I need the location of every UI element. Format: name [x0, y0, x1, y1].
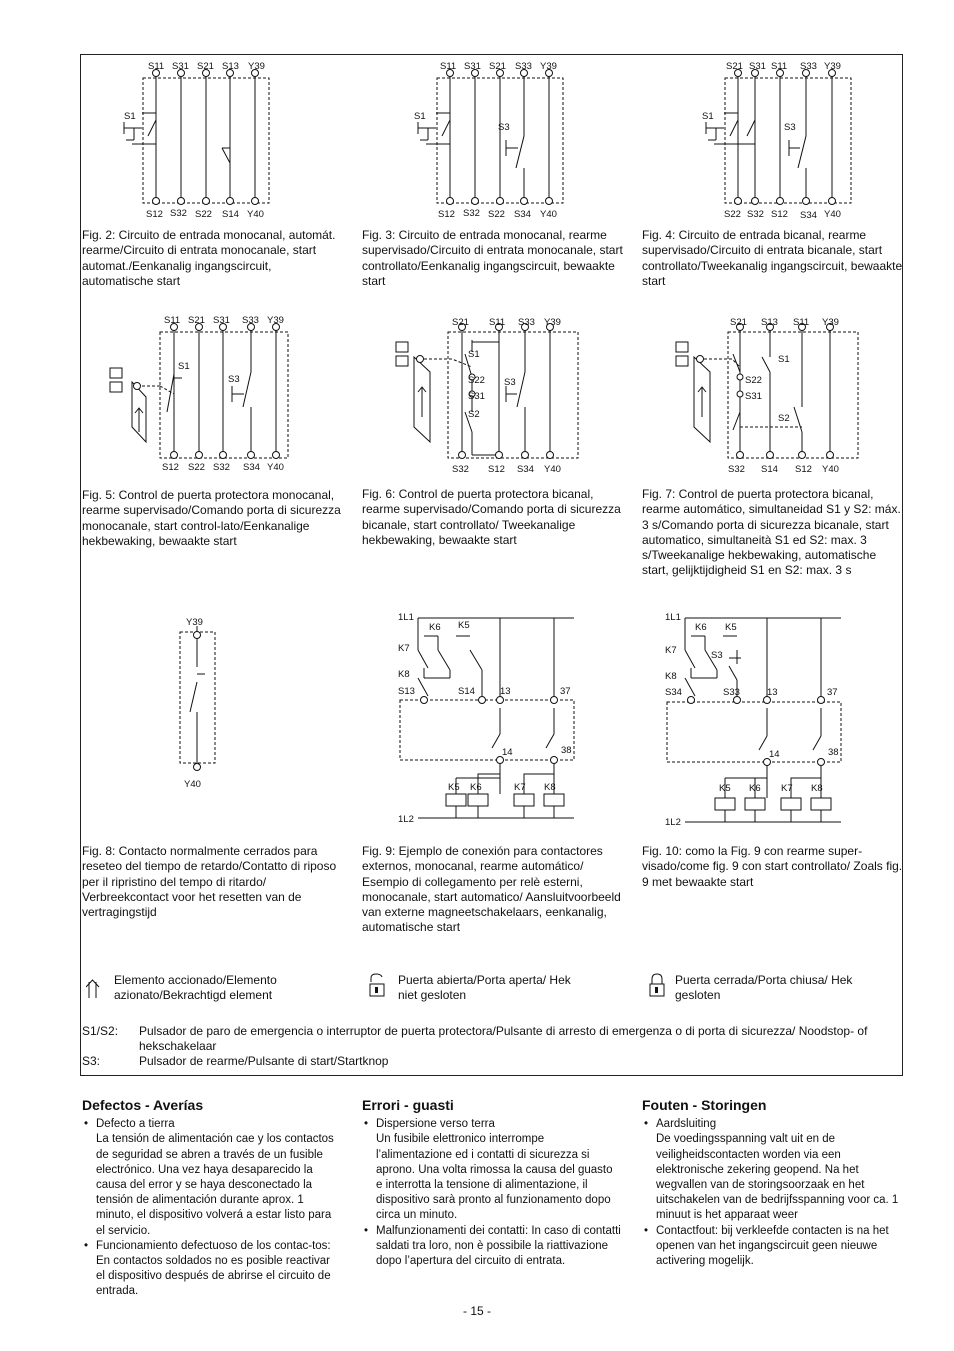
fig6-bottom-2: S34 [517, 464, 534, 475]
note-s1s2-text: Pulsador de paro de emergencia o interruptor de puerta protectora/Pulsante di arresto di emergenza o di porta di sicurezza/ Noodstop- of hekschakelaar [139, 1024, 868, 1054]
fig4-top-3: S33 [800, 61, 817, 72]
fig7-top-3: Y39 [822, 317, 839, 328]
fig4-s3: S3 [784, 122, 796, 133]
section-nl-title: Fouten - Storingen [642, 1097, 767, 1113]
fig2-top-0: S11 [148, 61, 165, 72]
fig4-bottom-2: S12 [771, 209, 788, 220]
fig10-t5: 14 [769, 749, 780, 760]
fig10-caption: Fig. 10: como la Fig. 9 con rearme super-visado/come fig. 9 con start controllato/ Zoals fig. 9 met bewaakte start [642, 844, 903, 889]
fig7-top-1: S13 [761, 317, 778, 328]
fig7-bottom-1: S14 [761, 464, 778, 475]
fig3-top-4: Y39 [540, 61, 557, 72]
fig6-caption: Fig. 6: Control de puerta protectora bicanal, rearme supervisado/Comando porta di sicurezza bicanale, start controllato/ Tweekanalige hekbewaking, bewaakte start [362, 487, 621, 547]
fig9-coil-1: K6 [470, 782, 482, 793]
fig6-s2: S2 [468, 409, 480, 420]
fig9-coil-0: K5 [448, 782, 460, 793]
fig5-diagram [102, 312, 298, 477]
list-item: • Dispersione verso terra Un fusibile elettronico interrompe l’alimentazione ed i contatti di sicurezza si aprono. Una volta rimossa la causa del guasto e interrotta la tensione di alimentazione, il dispositivo sarà pronto al funzionamento dopo circa un minuto. [362, 1117, 622, 1223]
fig3-bottom-1: S32 [463, 208, 480, 219]
fig10-t1: S34 [665, 687, 682, 698]
section-nl [642, 1098, 902, 1269]
fig9-k5: K5 [458, 620, 470, 631]
fig4-diagram [694, 58, 864, 223]
fig5-top-1: S21 [188, 315, 205, 326]
fig3-bottom-2: S22 [488, 209, 505, 220]
list-item: • Contactfout: bij verkleefde contacten is na het openen van het ingangscircuit geen nieuwe activering mogelijk. [642, 1224, 902, 1270]
fig2-bottom-3: S14 [222, 209, 239, 220]
fig3-top-2: S21 [489, 61, 506, 72]
fig10-t6: 38 [828, 747, 839, 758]
list-item: • Funcionamiento defectuoso de los contac-tos: En contactos soldados no es posible reactivar el dispositivo después de abrirse el circuito de entrada. [82, 1239, 342, 1300]
fig7-s22: S22 [745, 375, 762, 386]
fig5-caption: Fig. 5: Control de puerta protectora monocanal, rearme supervisado/Comando porta di sicurezza monocanale, start control-lato/Eenkanalige hekbewaking, bewaakte start [82, 488, 341, 548]
fig4-top-0: S21 [726, 61, 743, 72]
list-item: • Aardsluiting De voedingsspanning valt uit en de veiligheidscontacten worden via een elektronische zekering geopend. Na het wegvallen van de storingsoorzaak en het uitschakelen van de bedrijfsspanning voor ca. 1 minuut is het apparaat weer [642, 1117, 902, 1223]
fig10-diagram [663, 608, 853, 830]
fig9-k7: K7 [398, 643, 410, 654]
fig9-l2: 1L2 [398, 814, 414, 825]
fig10-coil-3: K8 [811, 783, 823, 794]
fig6-top-2: S33 [518, 317, 535, 328]
fig5-bottom-0: S12 [162, 462, 179, 473]
fig3-caption: Fig. 3: Circuito de entrada monocanal, rearme supervisado/Circuito di entrata monocanale, start controllato/Eenkanalig ingangscircuit, bewaakte start [362, 228, 623, 288]
fig6-s3: S3 [504, 377, 516, 388]
fig5-s1: S1 [178, 361, 190, 372]
fig5-top-3: S33 [242, 315, 259, 326]
fig7-top-2: S11 [793, 317, 810, 328]
fig10-l2: 1L2 [665, 817, 681, 828]
fig3-diagram [406, 58, 576, 223]
fig9-t5: 14 [502, 747, 513, 758]
section-es-title: Defectos - Averías [82, 1097, 204, 1113]
fig7-s1: S1 [778, 354, 790, 365]
fig3-top-3: S33 [515, 61, 532, 72]
fig6-top-0: S21 [452, 317, 469, 328]
fig4-bottom-4: Y40 [824, 209, 841, 220]
fig10-k7: K7 [665, 645, 677, 656]
fig2-bottom-0: S12 [146, 209, 163, 220]
fig6-diagram [392, 312, 588, 477]
actuated-element-icon [86, 978, 106, 1000]
fig6-bottom-1: S12 [488, 464, 505, 475]
fig10-t4: 37 [827, 687, 838, 698]
fig7-bottom-0: S32 [728, 464, 745, 475]
fig5-bottom-1: S22 [188, 462, 205, 473]
fig3-bottom-0: S12 [438, 209, 455, 220]
fig6-s31: S31 [468, 391, 485, 402]
fig5-bottom-2: S32 [213, 462, 230, 473]
door-open-icon [368, 972, 388, 1000]
fig9-coil-2: K7 [514, 782, 526, 793]
legend-door-closed: Puerta cerrada/Porta chiusa/ Hek gesloten [675, 973, 853, 1003]
fig7-diagram [672, 312, 868, 477]
fig10-k5: K5 [725, 622, 737, 633]
fig9-coil-3: K8 [544, 782, 556, 793]
page-number: - 15 - [462, 1304, 491, 1318]
note-s3-key: S3: [82, 1054, 101, 1068]
fig7-s31: S31 [745, 391, 762, 402]
note-s3-text: Pulsador de rearme/Pulsante di start/Startknop [139, 1054, 389, 1068]
fig9-t1: S13 [398, 686, 415, 697]
fig10-k6: K6 [695, 622, 707, 633]
fig6-s1: S1 [468, 349, 480, 360]
fig8-bottom: Y40 [184, 779, 201, 790]
fig4-caption: Fig. 4: Circuito de entrada bicanal, rearme supervisado/Circuito di entrata bicanale, start controllato/Tweekanalig ingangscircuit, bewaakte start [642, 228, 903, 288]
fig3-s1: S1 [414, 111, 426, 122]
fig6-bottom-3: Y40 [544, 464, 561, 475]
fig2-caption: Fig. 2: Circuito de entrada monocanal, automát. rearme/Circuito di entrata monocanale, start automat./Eenkanalig ingangscircuit, automatische start [82, 228, 336, 288]
fig2-top-3: S13 [222, 61, 239, 72]
section-es [82, 1098, 342, 1300]
fig4-top-2: S11 [771, 61, 788, 72]
fig2-top-1: S31 [172, 61, 189, 72]
fig5-top-2: S31 [213, 315, 230, 326]
fig8-caption: Fig. 8: Contacto normalmente cerrados para reseteo del tiempo de retardo/Contatto di riposo per il ripristino del tempo di ritardo/ Verbreekcontact voor het resetten van de vertragingstijd [82, 844, 337, 920]
fig9-t4: 37 [560, 686, 571, 697]
fig7-bottom-2: S12 [795, 464, 812, 475]
fig9-t6: 38 [561, 745, 572, 756]
fig10-k8: K8 [665, 671, 677, 682]
fig5-bottom-4: Y40 [267, 462, 284, 473]
fig7-top-0: S21 [730, 317, 747, 328]
note-s1s2-key: S1/S2: [82, 1024, 119, 1038]
fig2-bottom-1: S32 [170, 208, 187, 219]
fig10-l1: 1L1 [665, 612, 681, 623]
fig9-l1: 1L1 [398, 612, 414, 623]
fig10-coil-1: K6 [749, 783, 761, 794]
legend-door-open: Puerta abierta/Porta aperta/ Hek niet gesloten [398, 973, 571, 1003]
fig9-k8: K8 [398, 669, 410, 680]
fig4-bottom-0: S22 [724, 209, 741, 220]
fig5-top-0: S11 [164, 315, 181, 326]
fig10-t2: S33 [723, 687, 740, 698]
fig10-s3: S3 [711, 650, 723, 661]
fig3-top-1: S31 [464, 61, 481, 72]
fig7-bottom-3: Y40 [822, 464, 839, 475]
fig8-diagram [170, 612, 230, 792]
section-it [362, 1098, 622, 1269]
fig6-top-1: S11 [489, 317, 506, 328]
fig6-bottom-0: S32 [452, 464, 469, 475]
fig6-s22: S22 [468, 375, 485, 386]
fig5-s3: S3 [228, 374, 240, 385]
fig10-coil-2: K7 [781, 783, 793, 794]
fig2-top-2: S21 [197, 61, 214, 72]
door-closed-icon [648, 972, 668, 1000]
fig4-top-4: Y39 [824, 61, 841, 72]
fig2-bottom-4: Y40 [247, 209, 264, 220]
fig8-top: Y39 [186, 617, 203, 628]
fig4-s1: S1 [702, 111, 714, 122]
fig6-top-3: Y39 [544, 317, 561, 328]
fig9-t3: 13 [500, 686, 511, 697]
fig2-bottom-2: S22 [195, 209, 212, 220]
fig3-bottom-3: S34 [514, 209, 531, 220]
fig10-t3: 13 [767, 687, 778, 698]
fig7-caption: Fig. 7: Control de puerta protectora bicanal, rearme automático, simultaneidad S1 y S2: máx. 3 s/Comando porta di sicurezza bicanale, start automatico, simultaneità S1 ed S2: max. 3 s/Tweekanalige hekbewaking, automatische start, gelijktijdigheid S1 en S2: max. 3 s [642, 487, 901, 578]
fig9-k6: K6 [429, 622, 441, 633]
fig9-t2: S14 [458, 686, 475, 697]
fig2-s1: S1 [124, 111, 136, 122]
fig3-bottom-4: Y40 [540, 209, 557, 220]
fig2-diagram [112, 58, 282, 223]
fig5-bottom-3: S34 [243, 462, 260, 473]
legend-actuated: Elemento accionado/Elemento azionato/Bekrachtigd element [114, 973, 277, 1003]
fig9-caption: Fig. 9: Ejemplo de conexión para contactores externos, monocanal, rearme automático/ Esempio di collegamento per relè esterni, monocanale, start automatico/ Aansluitvoorbeeld van externe magneetschakelaars, eenkanalig, automatische start [362, 844, 621, 935]
fig2-top-4: Y39 [248, 61, 265, 72]
fig4-bottom-1: S32 [747, 209, 764, 220]
fig4-bottom-3: S34 [800, 210, 817, 221]
fig4-top-1: S31 [749, 61, 766, 72]
fig7-s2: S2 [778, 413, 790, 424]
list-item: • Defecto a tierra La tensión de alimentación cae y los contactos de seguridad se abren a través de un fusible electrónico. Una vez haya desaparecido la causa del error y se haya desconectado la tensión de alimentación durante aprox. 1 minuto, el dispositivo volverá a estar listo para el servicio. [82, 1117, 342, 1239]
fig10-coil-0: K5 [719, 783, 731, 794]
fig3-s3: S3 [498, 122, 510, 133]
fig5-top-4: Y39 [267, 315, 284, 326]
fig3-top-0: S11 [440, 61, 457, 72]
section-it-title: Errori - guasti [362, 1097, 454, 1113]
list-item: • Malfunzionamenti dei contatti: In caso di contatti saldati tra loro, non è possibile la riattivazione dopo l’apertura del circuito di entrata. [362, 1224, 622, 1270]
fig9-diagram [396, 608, 586, 830]
